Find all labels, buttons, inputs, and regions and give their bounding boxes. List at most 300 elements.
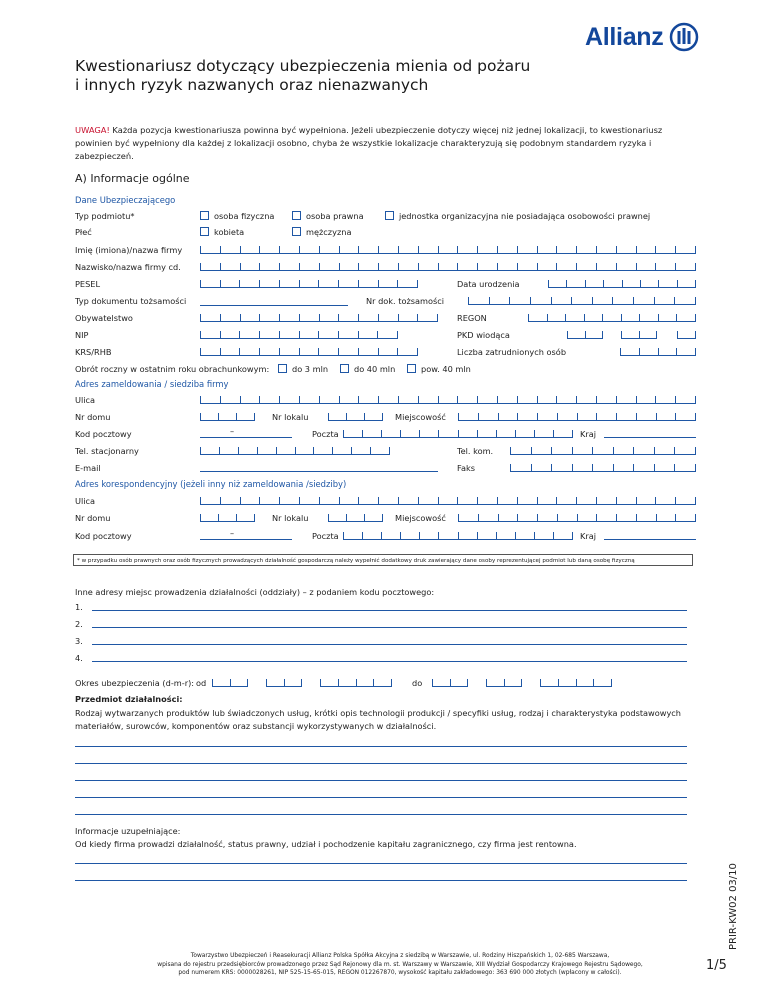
post-field[interactable]: [343, 430, 573, 438]
postcode-field[interactable]: [200, 437, 292, 438]
comb-tick: [339, 263, 340, 271]
comb-tick: [319, 314, 320, 322]
activity-line-3[interactable]: [75, 780, 687, 781]
comb-tick: [551, 464, 552, 472]
comb-tick: [695, 396, 696, 404]
comb-tick: [200, 348, 201, 356]
comb-tick: [351, 447, 352, 455]
comb-tick: [571, 297, 572, 305]
comb-tick: [378, 348, 379, 356]
activity-line-4[interactable]: [75, 797, 687, 798]
comb-tick: [200, 447, 201, 455]
comb-tick: [391, 679, 392, 687]
comb-tick: [566, 280, 567, 288]
sex-option-female[interactable]: kobieta: [200, 227, 244, 237]
comb-tick: [556, 246, 557, 254]
comb-tick: [378, 246, 379, 254]
comb-tick: [382, 514, 383, 522]
employees-field[interactable]: [620, 348, 696, 356]
comb-tick: [658, 280, 659, 288]
comb-tick: [212, 679, 213, 687]
section-a-title: A) Informacje ogólne: [75, 172, 190, 185]
comb-tick: [266, 679, 267, 687]
flat-no-field[interactable]: [328, 413, 383, 421]
comb-tick: [438, 532, 439, 540]
comb-tick: [378, 396, 379, 404]
comb-tick: [299, 396, 300, 404]
checkbox[interactable]: [292, 211, 301, 220]
citizenship-field[interactable]: [200, 314, 438, 322]
pesel-field[interactable]: [200, 280, 418, 288]
comb-tick: [343, 532, 344, 540]
fax-field[interactable]: [510, 464, 696, 472]
comb-tick: [220, 246, 221, 254]
sex-option-male[interactable]: mężczyzna: [292, 227, 351, 237]
comb-tick: [695, 314, 696, 322]
comb-tick: [496, 430, 497, 438]
birth-date-label: Data urodzenia: [457, 279, 520, 289]
comb-tick: [398, 246, 399, 254]
comb-tick: [596, 514, 597, 522]
comb-tick: [370, 447, 371, 455]
comb-tick: [313, 447, 314, 455]
email-field[interactable]: [200, 471, 438, 472]
comb-tick: [299, 263, 300, 271]
checkbox[interactable]: [340, 364, 349, 373]
comb-tick: [378, 280, 379, 288]
period-from-day[interactable]: [212, 679, 248, 687]
street-field[interactable]: [200, 396, 696, 404]
comb-tick: [400, 532, 401, 540]
comb-tick: [247, 679, 248, 687]
comb-tick: [655, 497, 656, 505]
comb-tick: [318, 348, 319, 356]
company-footer: Towarzystwo Ubezpieczeń i Reasekuracji Allianz Polska Spółka Akcyjna z siedzibą w Warszawie, ul. Rodziny Hiszpańskich 1, 02-685 Warszawa, wpisana do rejestru przedsiębiorców prowadzonego przez Sąd Rejonowy dla m. st. Warszawy w Warszawie, XIII Wydział Gospodarczy Krajowego Rejestru Sądowego, pod numerem KRS: 0000028261, NIP 525-15-65-015, REGON 012267870, wysokość kapitału zakładowego: 363 690 000 złotych (wpłacony w całości).: [157, 953, 643, 976]
comb-tick: [548, 280, 549, 288]
comb-tick: [676, 314, 677, 322]
comb-tick: [636, 246, 637, 254]
comb-tick: [534, 430, 535, 438]
comb-tick: [320, 679, 321, 687]
comb-tick: [695, 263, 696, 271]
comb-tick: [556, 396, 557, 404]
comb-tick: [517, 413, 518, 421]
city-field[interactable]: [458, 413, 696, 421]
comb-tick: [658, 348, 659, 356]
other-address-4-label: 4.: [75, 653, 83, 663]
comb-tick: [279, 246, 280, 254]
comb-tick: [557, 413, 558, 421]
comb-tick: [356, 679, 357, 687]
comb-tick: [338, 314, 339, 322]
krs-field[interactable]: [200, 348, 418, 356]
turnover-option-40m[interactable]: do 40 mln: [340, 364, 395, 374]
comb-tick: [378, 263, 379, 271]
comb-tick: [556, 263, 557, 271]
mobile-field[interactable]: [510, 447, 696, 455]
comb-tick: [418, 497, 419, 505]
subject-option-natural[interactable]: osoba fizyczna: [200, 211, 274, 221]
comb-tick: [675, 263, 676, 271]
comb-tick: [596, 246, 597, 254]
comb-tick: [477, 396, 478, 404]
postcode-dash: –: [230, 426, 235, 436]
comb-tick: [218, 514, 219, 522]
comb-tick: [658, 314, 659, 322]
comb-tick: [540, 679, 541, 687]
comb-tick: [613, 464, 614, 472]
comb-tick: [219, 447, 220, 455]
comb-tick: [537, 413, 538, 421]
comb-tick: [675, 246, 676, 254]
comb-tick: [200, 413, 201, 421]
comb-tick: [358, 497, 359, 505]
comb-tick: [200, 396, 201, 404]
logo-text: Allianz: [585, 22, 664, 51]
comb-tick: [418, 263, 419, 271]
comb-tick: [497, 263, 498, 271]
other-address-2-label: 2.: [75, 619, 83, 629]
comb-tick: [259, 263, 260, 271]
comb-tick: [328, 514, 329, 522]
comb-tick: [378, 497, 379, 505]
comb-tick: [458, 430, 459, 438]
country-field[interactable]: [604, 437, 696, 438]
surname-field[interactable]: [200, 263, 696, 271]
comb-tick: [551, 447, 552, 455]
comb-tick: [674, 464, 675, 472]
comb-tick: [477, 532, 478, 540]
comb-tick: [259, 331, 260, 339]
comb-tick: [230, 679, 231, 687]
name-field[interactable]: [200, 246, 696, 254]
comb-tick: [572, 532, 573, 540]
comb-tick: [655, 396, 656, 404]
pkd-field-3[interactable]: [677, 331, 696, 339]
comb-tick: [438, 430, 439, 438]
comb-tick: [616, 497, 617, 505]
comb-tick: [567, 331, 568, 339]
comb-tick: [572, 430, 573, 438]
surname-label: Nazwisko/nazwa firmy cd.: [75, 262, 181, 272]
comb-tick: [220, 314, 221, 322]
corr-country-label: Kraj: [580, 531, 597, 541]
comb-tick: [397, 348, 398, 356]
period-to-year[interactable]: [540, 679, 612, 687]
country-label: Kraj: [580, 429, 597, 439]
comb-tick: [576, 263, 577, 271]
comb-tick: [236, 514, 237, 522]
regon-field[interactable]: [528, 314, 696, 322]
comb-tick: [318, 280, 319, 288]
comb-tick: [362, 532, 363, 540]
comb-tick: [656, 413, 657, 421]
phone-field[interactable]: [200, 447, 390, 455]
comb-tick: [259, 348, 260, 356]
comb-tick: [603, 280, 604, 288]
comb-tick: [398, 263, 399, 271]
comb-tick: [240, 396, 241, 404]
employees-label: Liczba zatrudnionych osób: [457, 347, 567, 357]
comb-tick: [200, 331, 201, 339]
house-no-field[interactable]: [200, 413, 255, 421]
comb-tick: [521, 679, 522, 687]
checkbox[interactable]: [385, 211, 394, 220]
comb-tick: [338, 280, 339, 288]
comb-tick: [218, 413, 219, 421]
comb-tick: [636, 396, 637, 404]
comb-tick: [515, 430, 516, 438]
checkbox[interactable]: [278, 364, 287, 373]
comb-tick: [695, 348, 696, 356]
corr-street-field[interactable]: [200, 497, 696, 505]
comb-tick: [584, 314, 585, 322]
comb-tick: [450, 679, 451, 687]
comb-tick: [279, 280, 280, 288]
notice: UWAGA! Każda pozycja kwestionariusza powinna być wypełniona. Jeżeli ubezpieczenie dotyczy więcej niż jednej lokalizacji, to kwestionariusz powinien być wypełniony dla każdej z lokalizacji osobno, chyba że wszystkie lokalizacje charakteryzują się podobnym standardem ryzyka i zabezpieczeń.: [75, 125, 663, 161]
comb-tick: [531, 464, 532, 472]
doc-type-field[interactable]: [200, 305, 348, 306]
other-address-4-field[interactable]: [92, 661, 687, 662]
comb-tick: [358, 246, 359, 254]
turnover-option-over-40m[interactable]: pow. 40 mln: [407, 364, 471, 374]
subject-option-legal[interactable]: osoba prawna: [292, 211, 364, 221]
comb-tick: [301, 679, 302, 687]
comb-tick: [517, 263, 518, 271]
comb-tick: [364, 514, 365, 522]
comb-tick: [528, 314, 529, 322]
comb-tick: [616, 246, 617, 254]
comb-tick: [633, 464, 634, 472]
comb-tick: [338, 348, 339, 356]
corr-street-label: Ulica: [75, 496, 96, 506]
supplementary-line-1[interactable]: [75, 863, 687, 864]
comb-tick: [572, 464, 573, 472]
comb-tick: [259, 246, 260, 254]
activity-line-1[interactable]: [75, 746, 687, 747]
corr-postcode-label: Kod pocztowy: [75, 531, 132, 541]
comb-tick: [319, 263, 320, 271]
pkd-field-2[interactable]: [621, 331, 657, 339]
comb-tick: [259, 314, 260, 322]
period-from-year[interactable]: [320, 679, 392, 687]
corr-post-field[interactable]: [343, 532, 573, 540]
comb-tick: [438, 396, 439, 404]
nip-field[interactable]: [200, 331, 398, 339]
comb-tick: [457, 396, 458, 404]
subject-option-unit[interactable]: jednostka organizacyjna nie posiadająca osobowości prawnej: [385, 211, 650, 221]
postcode-label: Kod pocztowy: [75, 429, 132, 439]
period-to-day[interactable]: [432, 679, 468, 687]
address-heading: Adres zameldowania / siedziba firmy: [75, 379, 229, 389]
comb-tick: [592, 464, 593, 472]
comb-tick: [517, 396, 518, 404]
comb-tick: [319, 497, 320, 505]
corr-flat-no-label: Nr lokalu: [272, 513, 309, 523]
comb-tick: [510, 464, 511, 472]
comb-tick: [656, 331, 657, 339]
birth-date-field[interactable]: [548, 280, 696, 288]
comb-tick: [299, 497, 300, 505]
period-to-label: do: [412, 678, 423, 688]
comb-tick: [432, 679, 433, 687]
phone-label: Tel. stacjonarny: [75, 446, 139, 456]
comb-tick: [254, 413, 255, 421]
comb-tick: [220, 331, 221, 339]
comb-tick: [238, 447, 239, 455]
comb-tick: [655, 263, 656, 271]
comb-tick: [654, 447, 655, 455]
comb-tick: [478, 413, 479, 421]
supplementary-text: Od kiedy firma prowadzi działalność, status prawny, udział i pochodzenie kapitału zagranicznego, czy firma jest rentowna.: [75, 839, 577, 849]
comb-tick: [695, 514, 696, 522]
activity-line-2[interactable]: [75, 763, 687, 764]
period-from-month[interactable]: [266, 679, 302, 687]
comb-tick: [616, 263, 617, 271]
comb-tick: [468, 297, 469, 305]
corr-post-label: Poczta: [312, 531, 339, 541]
checkbox[interactable]: [200, 211, 209, 220]
comb-tick: [279, 263, 280, 271]
comb-tick: [695, 464, 696, 472]
comb-tick: [622, 280, 623, 288]
comb-tick: [346, 413, 347, 421]
comb-tick: [553, 430, 554, 438]
turnover-option-3m[interactable]: do 3 mln: [278, 364, 328, 374]
comb-tick: [239, 331, 240, 339]
comb-tick: [418, 246, 419, 254]
comb-tick: [695, 331, 696, 339]
comb-tick: [534, 532, 535, 540]
comb-tick: [339, 396, 340, 404]
comb-tick: [517, 497, 518, 505]
pkd-field-1[interactable]: [567, 331, 603, 339]
comb-tick: [477, 246, 478, 254]
subject-type-label: Typ podmiotu*: [75, 211, 135, 221]
checkbox[interactable]: [200, 227, 209, 236]
comb-tick: [596, 396, 597, 404]
other-address-1-field[interactable]: [92, 610, 687, 611]
comb-tick: [319, 396, 320, 404]
mobile-label: Tel. kom.: [457, 446, 494, 456]
comb-tick: [636, 514, 637, 522]
comb-tick: [239, 280, 240, 288]
comb-tick: [458, 413, 459, 421]
corr-flat-no-field[interactable]: [328, 514, 383, 522]
comb-tick: [398, 396, 399, 404]
comb-tick: [200, 314, 201, 322]
checkbox[interactable]: [292, 227, 301, 236]
comb-tick: [576, 396, 577, 404]
other-address-2-field[interactable]: [92, 627, 687, 628]
comb-tick: [457, 497, 458, 505]
comb-tick: [695, 246, 696, 254]
comb-tick: [400, 430, 401, 438]
comb-tick: [695, 447, 696, 455]
comb-tick: [200, 246, 201, 254]
comb-tick: [299, 280, 300, 288]
comb-tick: [677, 280, 678, 288]
comb-tick: [299, 331, 300, 339]
corr-city-label: Miejscowość: [395, 513, 446, 523]
comb-tick: [299, 348, 300, 356]
comb-tick: [612, 297, 613, 305]
post-label: Poczta: [312, 429, 339, 439]
pkd-label: PKD wiodąca: [457, 330, 510, 340]
comb-tick: [530, 297, 531, 305]
corr-house-no-field[interactable]: [200, 514, 255, 522]
checkbox[interactable]: [407, 364, 416, 373]
comb-tick: [200, 263, 201, 271]
comb-tick: [319, 246, 320, 254]
comb-tick: [438, 246, 439, 254]
corr-country-field[interactable]: [604, 539, 696, 540]
comb-tick: [200, 280, 201, 288]
comb-tick: [592, 447, 593, 455]
comb-tick: [299, 246, 300, 254]
comb-tick: [515, 532, 516, 540]
supplementary-line-2[interactable]: [75, 880, 687, 881]
comb-tick: [675, 413, 676, 421]
comb-tick: [551, 297, 552, 305]
comb-tick: [338, 679, 339, 687]
other-address-3-field[interactable]: [92, 644, 687, 645]
comb-tick: [200, 514, 201, 522]
comb-tick: [486, 679, 487, 687]
comb-tick: [639, 331, 640, 339]
doc-no-label: Nr dok. tożsamości: [366, 296, 445, 306]
comb-tick: [655, 246, 656, 254]
comb-tick: [517, 514, 518, 522]
comb-tick: [613, 447, 614, 455]
comb-tick: [585, 331, 586, 339]
comb-tick: [279, 348, 280, 356]
other-address-3-label: 3.: [75, 636, 83, 646]
comb-tick: [654, 297, 655, 305]
doc-no-field[interactable]: [468, 297, 696, 305]
comb-tick: [621, 314, 622, 322]
supplementary-heading: Informacje uzupełniające:: [75, 826, 181, 836]
comb-tick: [398, 314, 399, 322]
street-label: Ulica: [75, 395, 96, 405]
comb-tick: [674, 447, 675, 455]
comb-tick: [284, 679, 285, 687]
activity-text: Rodzaj wytwarzanych produktów lub świadczonych usług, krótki opis technologii produkcji / specyfiki usług, rodzaj i charakterystyka podstawowych materiałów, surowców, komponentów oraz substancji wykorzystywanych w działalności.: [75, 708, 681, 731]
corr-postcode-field[interactable]: [200, 539, 292, 540]
comb-tick: [517, 246, 518, 254]
comb-tick: [478, 514, 479, 522]
comb-tick: [299, 314, 300, 322]
activity-line-5[interactable]: [75, 814, 687, 815]
comb-tick: [577, 514, 578, 522]
comb-tick: [616, 396, 617, 404]
comb-tick: [557, 514, 558, 522]
comb-tick: [362, 430, 363, 438]
comb-tick: [640, 280, 641, 288]
comb-tick: [377, 331, 378, 339]
comb-tick: [438, 497, 439, 505]
corr-city-field[interactable]: [458, 514, 696, 522]
comb-tick: [675, 497, 676, 505]
period-to-month[interactable]: [486, 679, 522, 687]
comb-tick: [602, 331, 603, 339]
comb-tick: [318, 331, 319, 339]
comb-tick: [378, 314, 379, 322]
comb-tick: [220, 348, 221, 356]
comb-tick: [279, 314, 280, 322]
page-number: 1/5: [706, 958, 727, 973]
allianz-eagle-icon: [669, 22, 699, 52]
